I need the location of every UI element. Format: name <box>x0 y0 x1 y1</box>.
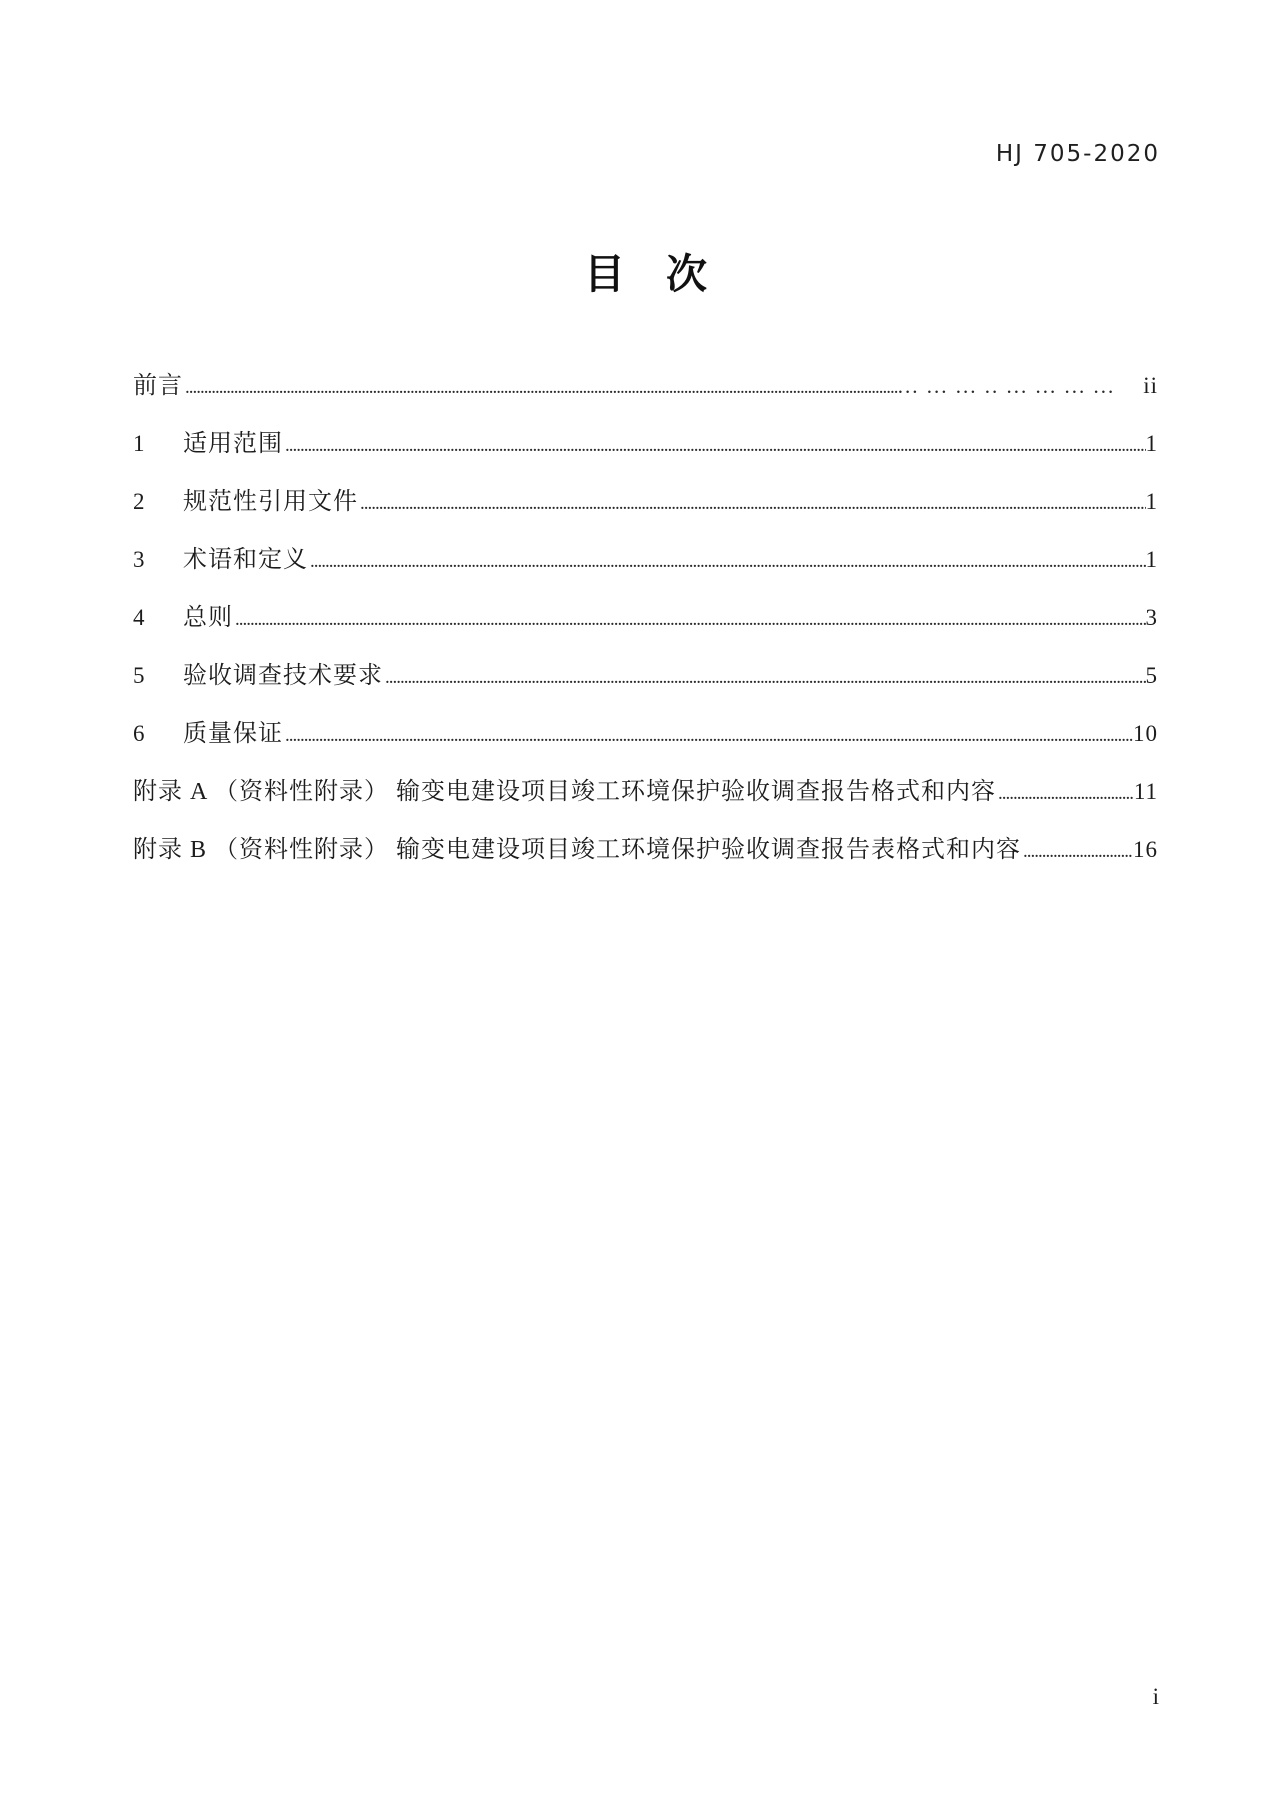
dot-leader <box>285 719 1133 751</box>
toc-entry-page: 3 <box>1145 605 1158 630</box>
dot-leader <box>310 545 1146 577</box>
toc-row <box>133 429 1158 487</box>
toc-entry-page: 1 <box>1145 489 1158 514</box>
dot-leader <box>385 661 1146 693</box>
toc-entry-number: 5 <box>133 663 145 688</box>
toc-list <box>133 371 1158 893</box>
toc-entry-label: 总则 <box>183 605 233 631</box>
toc-entry-number: 3 <box>133 547 145 572</box>
page-title: 目 次 <box>584 250 707 298</box>
toc-entry-page: 1 <box>1145 431 1158 456</box>
dot-leader <box>285 429 1146 461</box>
toc-entry-page: 16 <box>1133 837 1158 862</box>
toc-entry-number: 2 <box>133 489 145 514</box>
page-number: i <box>1152 1684 1159 1709</box>
toc-entry-number: 1 <box>133 431 145 456</box>
dot-leader <box>998 777 1134 809</box>
toc-entry-label: 附录 B （资料性附录） 输变电建设项目竣工环境保护验收调查报告表格式和内容 <box>133 837 1022 863</box>
toc-entry-label: 附录 A （资料性附录） 输变电建设项目竣工环境保护验收调查报告格式和内容 <box>133 779 997 805</box>
toc-entry-label: 术语和定义 <box>183 547 308 573</box>
toc-row <box>133 487 1158 545</box>
toc-entry-page: 11 <box>1133 779 1158 804</box>
toc-row <box>133 371 1158 429</box>
dot-leader <box>360 487 1146 519</box>
toc-row <box>133 661 1158 719</box>
toc-entry-page: 1 <box>1145 547 1158 572</box>
toc-row <box>133 835 1158 893</box>
toc-entry-page: ii <box>1143 373 1158 398</box>
toc-entry-number: 6 <box>133 721 145 746</box>
dot-leader <box>185 371 898 403</box>
dot-leader <box>235 603 1146 635</box>
toc-entry-label: 适用范围 <box>183 431 283 457</box>
toc-entry-label: 验收调查技术要求 <box>183 663 383 689</box>
toc-entry-label: 前言 <box>133 373 183 399</box>
doc-code: HJ 705-2020 <box>995 141 1160 167</box>
dot-leader <box>1023 835 1133 867</box>
trailing-dots: ... ... ... .. ... ... ... ... <box>897 374 1116 398</box>
toc-row <box>133 603 1158 661</box>
toc-entry-label: 质量保证 <box>183 721 283 747</box>
toc-entry-label: 规范性引用文件 <box>183 489 358 515</box>
toc-row <box>133 777 1158 835</box>
toc-entry-page: 5 <box>1145 663 1158 688</box>
toc-row <box>133 719 1158 777</box>
toc-entry-page: 10 <box>1133 721 1158 746</box>
toc-row <box>133 545 1158 603</box>
toc-entry-number: 4 <box>133 605 145 630</box>
